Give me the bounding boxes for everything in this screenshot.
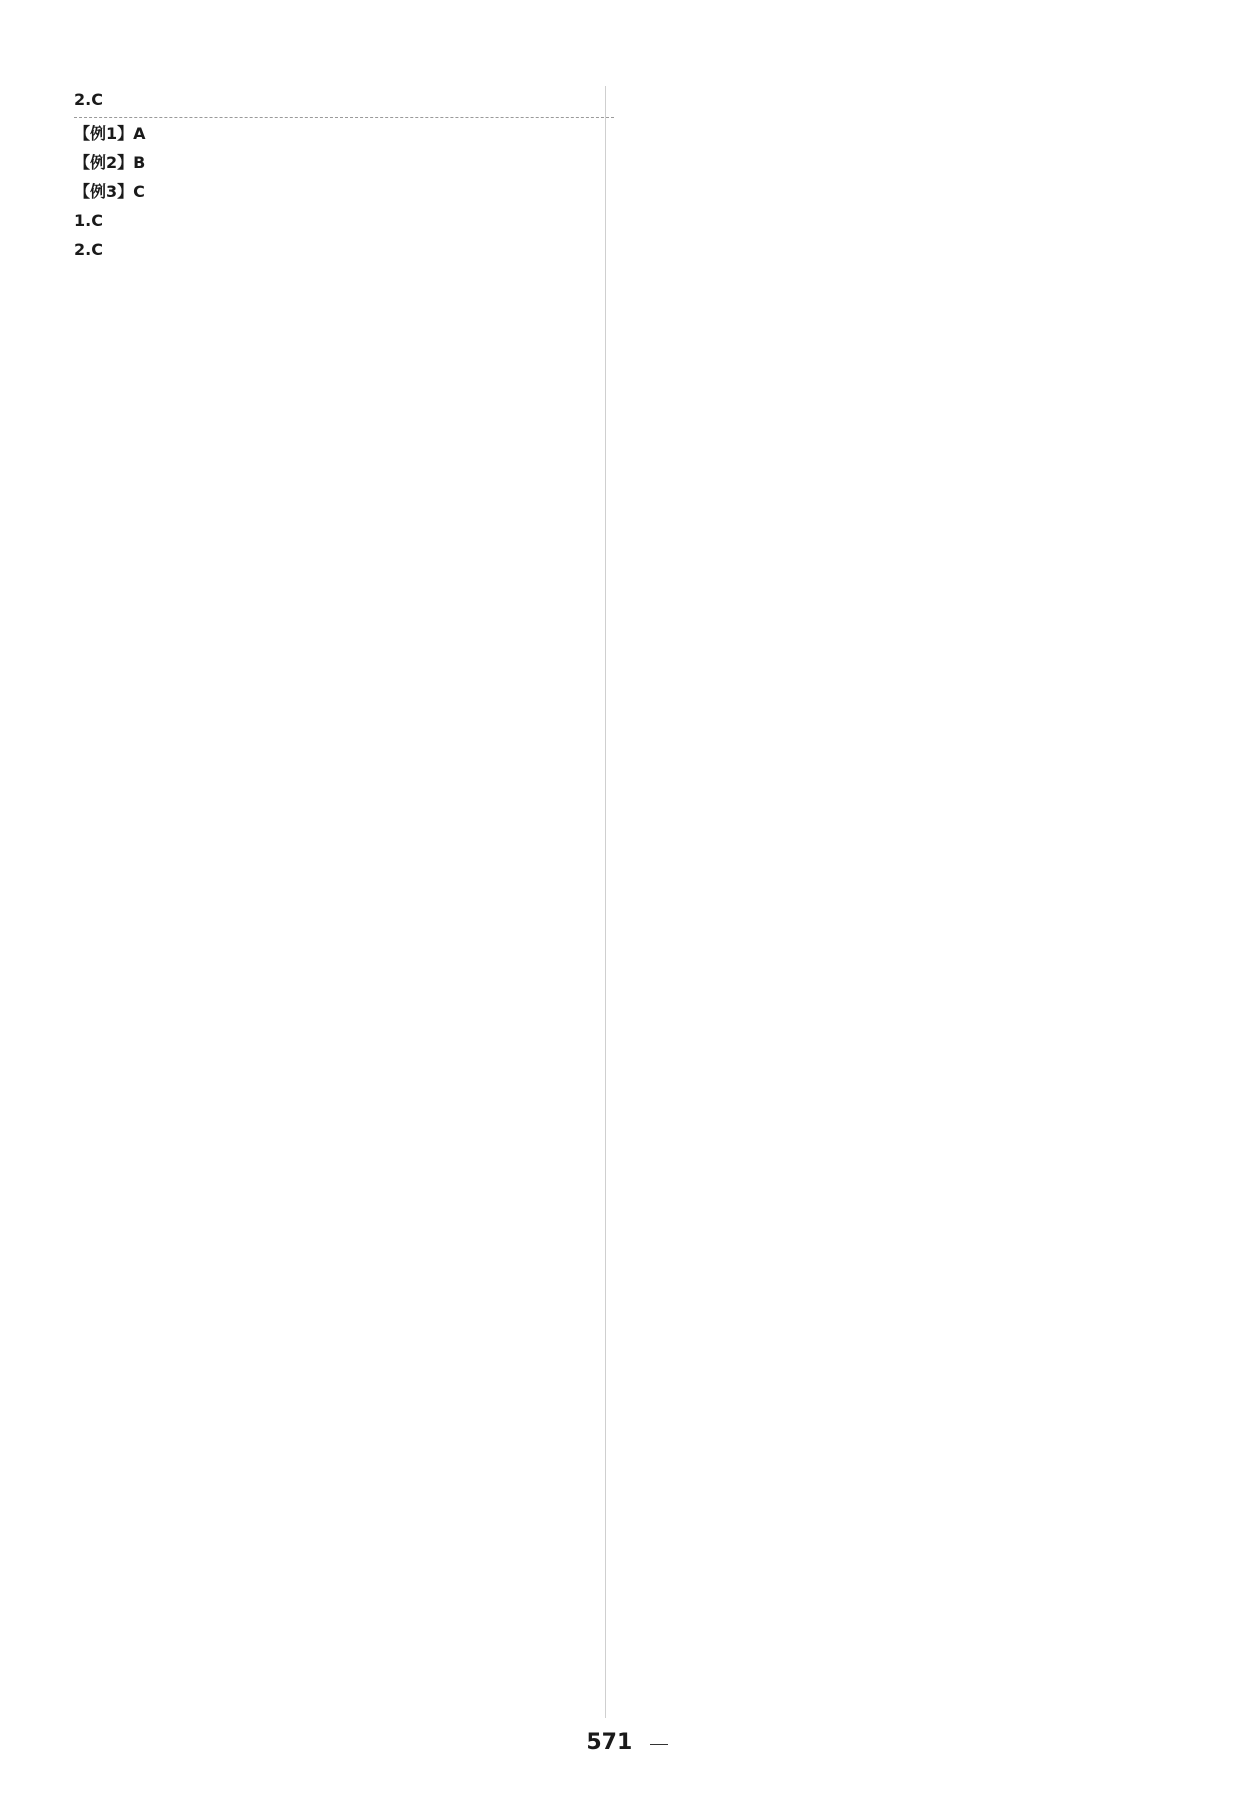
page-footer: [0, 1726, 1250, 1760]
footer-rule: [650, 1744, 668, 1745]
example-2: 【例2】B: [74, 153, 146, 172]
page-number: 571: [586, 1730, 633, 1755]
error-item-2: 2.C: [74, 240, 103, 259]
section-heading-knowledge-point-two: [74, 117, 614, 118]
left-column: [74, 86, 614, 1718]
right-column: [623, 86, 1163, 1718]
example-1: 【例1】A: [74, 124, 146, 143]
example-3: 【例3】C: [74, 182, 145, 201]
answer-q2: 2.C: [74, 90, 103, 109]
error-item-1: 1.C: [74, 211, 103, 230]
